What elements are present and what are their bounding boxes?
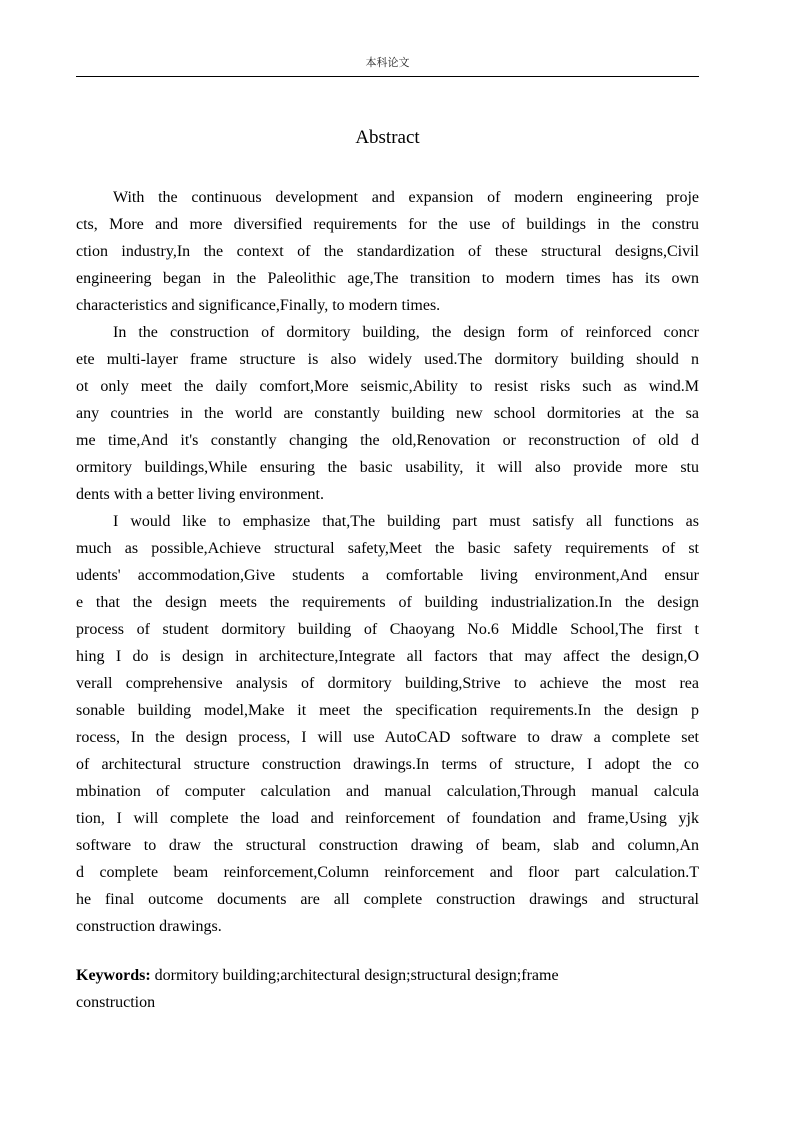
paragraph-line: d complete beam reinforcement,Column reinforcement and floor part calculation.T xyxy=(76,864,699,881)
abstract-paragraph-2 xyxy=(76,319,699,508)
paragraph-line: sonable building model,Make it meet the specification requirements.In the design p xyxy=(76,702,699,719)
paragraph-line: ot only meet the daily comfort,More seismic,Ability to resist risks such as wind.M xyxy=(76,378,699,395)
paragraph-line: engineering began in the Paleolithic age,The transition to modern times has its own xyxy=(76,270,699,287)
paragraph-line: software to draw the structural construction drawing of beam, slab and column,An xyxy=(76,837,699,854)
keywords xyxy=(76,962,699,1016)
paragraph-line: In the construction of dormitory building, the design form of reinforced concr xyxy=(113,324,699,341)
paragraph-line: ormitory buildings,While ensuring the basic usability, it will also provide more stu xyxy=(76,459,699,476)
keywords-text: dormitory building;architectural design;structural design;frame xyxy=(150,967,559,984)
paragraph-line: much as possible,Achieve structural safety,Meet the basic safety requirements of st xyxy=(76,540,699,557)
abstract-paragraph-3 xyxy=(76,508,699,940)
paragraph-line: dents with a better living environment. xyxy=(76,486,324,503)
paragraph-line: tion, I will complete the load and reinforcement of foundation and frame,Using yjk xyxy=(76,810,699,827)
abstract-paragraph-1 xyxy=(76,184,699,319)
paragraph-line: of architectural structure construction drawings.In terms of structure, I adopt the co xyxy=(76,756,699,773)
paragraph-line: udents' accommodation,Give students a comfortable living environment,And ensur xyxy=(76,567,699,584)
paragraph-line: e that the design meets the requirements of building industrialization.In the design xyxy=(76,594,699,611)
paragraph-line: construction drawings. xyxy=(76,918,222,935)
paragraph-line: he final outcome documents are all complete construction drawings and structural xyxy=(76,891,699,908)
paragraph-line: With the continuous development and expansion of modern engineering proje xyxy=(113,189,699,206)
keywords-line xyxy=(76,962,699,989)
paragraph-line: characteristics and significance,Finally, to modern times. xyxy=(76,297,441,314)
paragraph-line: hing I do is design in architecture,Integrate all factors that may affect the design,O xyxy=(76,648,699,665)
paragraph-line: rocess, In the design process, I will use AutoCAD software to draw a complete set xyxy=(76,729,699,746)
keywords-line-2: construction xyxy=(76,994,156,1011)
paragraph-line: me time,And it's constantly changing the old,Renovation or reconstruction of old d xyxy=(76,432,699,449)
paragraph-line: mbination of computer calculation and manual calculation,Through manual calcula xyxy=(76,783,699,800)
paragraph-line: any countries in the world are constantly building new school dormitories at the sa xyxy=(76,405,699,422)
keywords-label: Keywords: xyxy=(76,967,151,984)
page-header: 本科论文 xyxy=(365,56,410,69)
abstract-title: Abstract xyxy=(355,127,420,148)
paragraph-line: verall comprehensive analysis of dormitory building,Strive to achieve the most rea xyxy=(76,675,699,692)
paragraph-line: ction industry,In the context of the standardization of these structural designs,Civil xyxy=(76,243,699,260)
paragraph-line: process of student dormitory building of Chaoyang No.6 Middle School,The first t xyxy=(76,621,699,638)
paragraph-line: ete multi-layer frame structure is also widely used.The dormitory building should n xyxy=(76,351,699,368)
paragraph-line: cts, More and more diversified requirements for the use of buildings in the constru xyxy=(76,216,699,233)
paragraph-line: I would like to emphasize that,The building part must satisfy all functions as xyxy=(113,513,699,530)
header-rule xyxy=(76,76,699,77)
